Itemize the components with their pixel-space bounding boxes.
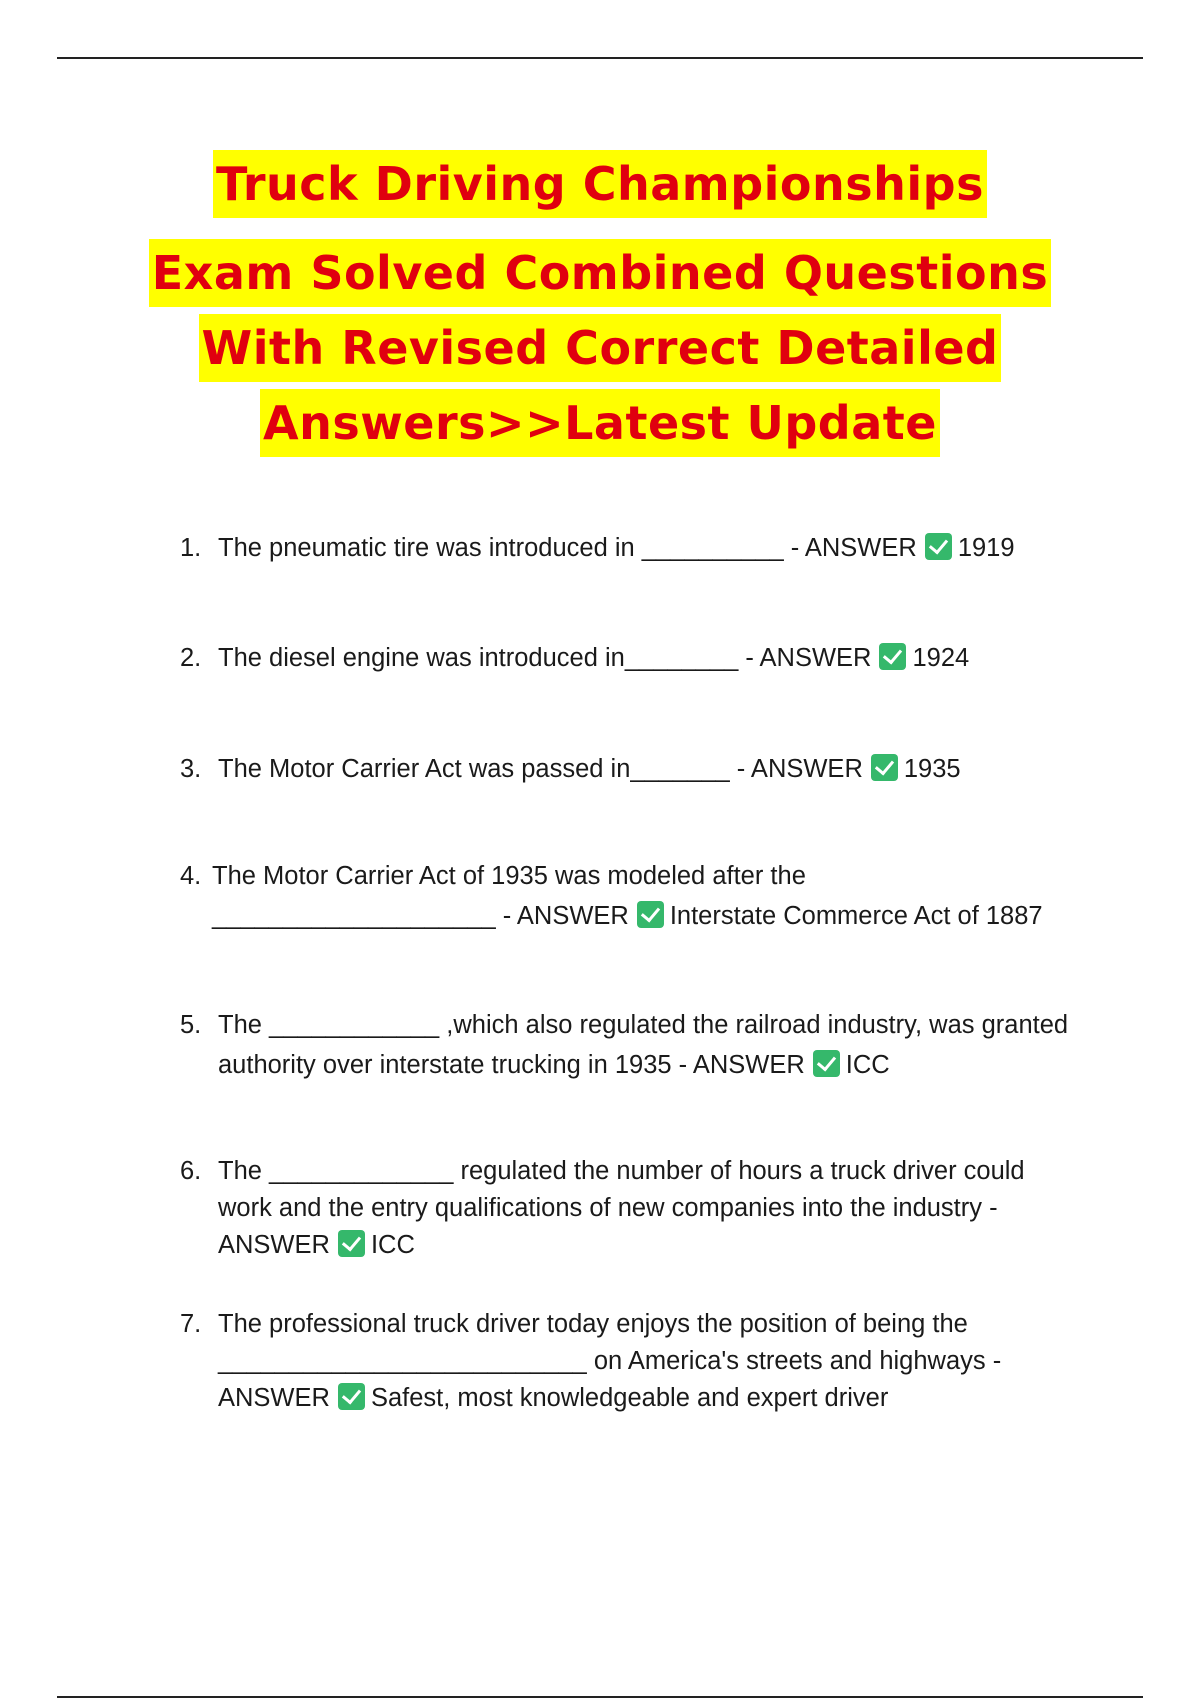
title-line-2: Exam Solved Combined Questions xyxy=(149,239,1052,307)
document-title xyxy=(0,150,1200,464)
question-3 xyxy=(180,749,1100,789)
question-1 xyxy=(180,528,1100,568)
answer-text: ICC xyxy=(370,1231,415,1259)
check-box-icon xyxy=(879,643,906,670)
question-text-line-2: work and the entry qualifications of new companies into the industry - xyxy=(218,1194,998,1222)
answer-text: 1935 xyxy=(903,755,961,783)
answer-text: 1919 xyxy=(957,534,1015,562)
question-text-line-1: The ____________ ,which also regulated the railroad industry, was granted xyxy=(218,1011,1069,1039)
check-box-icon xyxy=(925,533,952,560)
answer-text: Interstate Commerce Act of 1887 xyxy=(669,902,1043,930)
question-text: The pneumatic tire was introduced in __________ - ANSWER xyxy=(218,534,917,562)
title-line-4: Answers>>Latest Update xyxy=(260,389,940,457)
question-text-line-2: authority over interstate trucking in 1935 - ANSWER xyxy=(218,1051,805,1079)
answer-text: Safest, most knowledgeable and expert driver xyxy=(370,1384,889,1412)
question-text-line-1: The professional truck driver today enjoys the position of being the xyxy=(218,1310,968,1338)
question-text-line-3: ANSWER xyxy=(218,1384,330,1412)
check-box-icon xyxy=(338,1230,365,1257)
answer-text: 1924 xyxy=(912,644,970,672)
question-number: 6. xyxy=(180,1157,202,1185)
question-text-line-2: __________________________ on America's streets and highways - xyxy=(218,1347,1002,1375)
top-divider xyxy=(57,57,1143,59)
question-number: 1. xyxy=(180,534,202,562)
answer-text: ICC xyxy=(845,1051,890,1079)
question-text: The diesel engine was introduced in________ - ANSWER xyxy=(218,644,872,672)
check-box-icon xyxy=(338,1383,365,1410)
question-number: 5. xyxy=(180,1011,202,1039)
question-text-line-1: The _____________ regulated the number of hours a truck driver could xyxy=(218,1157,1025,1185)
question-text: The Motor Carrier Act was passed in_______ - ANSWER xyxy=(218,755,863,783)
question-number: 3. xyxy=(180,755,202,783)
title-line-3: With Revised Correct Detailed xyxy=(199,314,1002,382)
title-line-1: Truck Driving Championships xyxy=(213,150,987,218)
bottom-divider xyxy=(57,1696,1143,1698)
question-text-line-1: The Motor Carrier Act of 1935 was modeled after the xyxy=(212,862,806,890)
question-text-line-2: ____________________ - ANSWER xyxy=(212,902,629,930)
question-2 xyxy=(180,638,1100,678)
check-box-icon xyxy=(813,1050,840,1077)
check-box-icon xyxy=(637,901,664,928)
question-number: 7. xyxy=(180,1310,202,1338)
question-7 xyxy=(180,1306,1100,1417)
question-5 xyxy=(180,1005,1100,1085)
question-number: 4. xyxy=(180,862,202,890)
question-4 xyxy=(180,856,1100,936)
check-box-icon xyxy=(871,754,898,781)
question-text-line-3: ANSWER xyxy=(218,1231,330,1259)
question-6 xyxy=(180,1153,1100,1264)
question-number: 2. xyxy=(180,644,202,672)
